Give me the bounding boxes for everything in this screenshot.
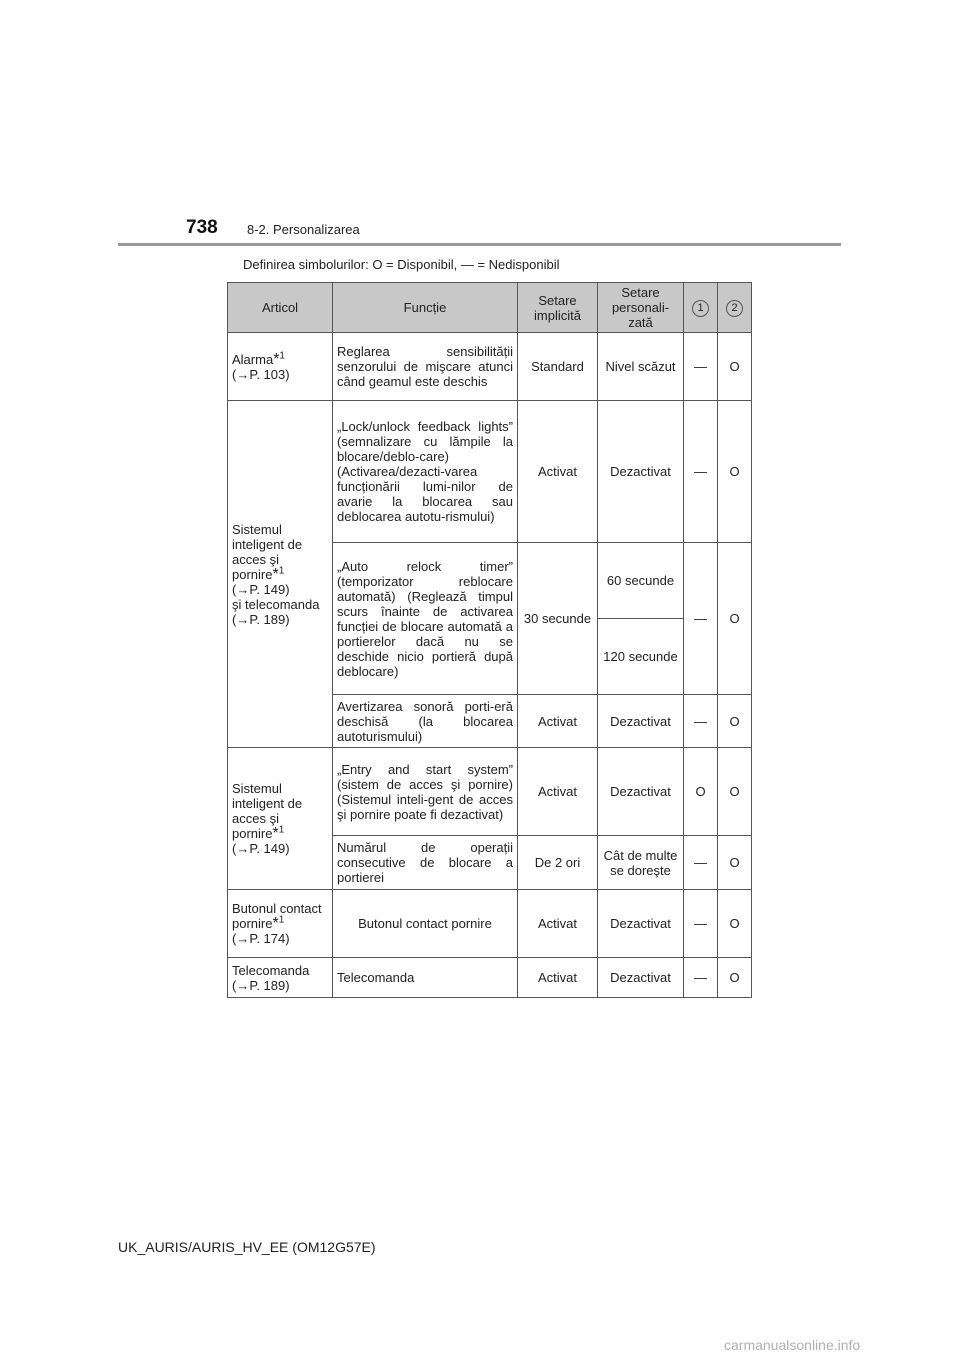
default-cell: Activat (518, 890, 598, 958)
table-row (228, 748, 752, 836)
asterisk: * (272, 915, 279, 932)
header-col2 (718, 283, 752, 333)
page-ref: (→P. 103) (232, 366, 290, 382)
page-ref: (→P. 149) (232, 581, 290, 597)
item-name: Sistemul inteligent de acces şi pornire (232, 521, 303, 582)
table-row (228, 333, 752, 401)
footnote: 1 (278, 824, 285, 836)
header-function: Funcție (333, 283, 518, 333)
function-cell: Reglarea sensibilității senzorului de mişcare atunci când geamul este deschis (333, 333, 518, 401)
col2-cell: O (718, 401, 752, 543)
col2-cell: O (718, 836, 752, 890)
item-cell (228, 401, 333, 748)
header-col1 (684, 283, 718, 333)
custom-cell: Dezactivat (598, 958, 684, 998)
footnote: 1 (278, 565, 285, 577)
col1-cell: — (684, 958, 718, 998)
custom-cell: 120 secunde (598, 619, 684, 695)
table-row (228, 958, 752, 998)
item-name: Alarma (232, 351, 274, 367)
item-cell (228, 333, 333, 401)
col1-cell: O (684, 748, 718, 836)
item-cell (228, 890, 333, 958)
item-name: Butonul contact pornire (232, 901, 322, 931)
default-cell: Activat (518, 748, 598, 836)
item-name: Telecomanda (232, 962, 310, 978)
item-cell (228, 748, 333, 890)
symbol-legend: Definirea simbolurilor: O = Disponibil, — = Nedisponibil (243, 257, 560, 272)
default-cell: Activat (518, 695, 598, 748)
custom-cell: 60 secunde (598, 543, 684, 619)
default-cell: De 2 ori (518, 836, 598, 890)
col1-cell: — (684, 543, 718, 695)
page-ref: (→P. 149) (232, 841, 290, 856)
customization-table (227, 282, 752, 998)
header-item: Articol (228, 283, 333, 333)
page-number: 738 (186, 217, 218, 238)
col1-cell: — (684, 333, 718, 401)
function-cell: Numărul de operații consecutive de blocare a portierei (333, 836, 518, 890)
page-ref: (→P. 189) (232, 977, 290, 993)
col1-cell: — (684, 401, 718, 543)
header-divider (118, 243, 841, 246)
col2-cell: O (718, 748, 752, 836)
footnote: 1 (279, 350, 285, 362)
footnote: 1 (278, 914, 285, 926)
page-ref: (→P. 189) (232, 611, 290, 627)
asterisk: * (272, 825, 279, 842)
document-footer: UK_AURIS/AURIS_HV_EE (OM12G57E) (118, 1239, 376, 1255)
watermark: carmanualsonline.info (724, 1337, 861, 1353)
circled-number-2: 2 (726, 300, 743, 317)
custom-cell: Dezactivat (598, 401, 684, 543)
header-default: Setare implicită (518, 283, 598, 333)
default-cell: Activat (518, 401, 598, 543)
item-name: şi telecomanda (232, 596, 320, 612)
custom-cell: Dezactivat (598, 748, 684, 836)
col2-cell: O (718, 958, 752, 998)
asterisk: * (273, 350, 280, 368)
default-cell: Standard (518, 333, 598, 401)
section-title: 8-2. Personalizarea (247, 222, 360, 237)
function-cell: Telecomanda (333, 958, 518, 998)
function-cell: Avertizarea sonoră porti-eră deschisă (la blocarea autoturismului) (333, 695, 518, 748)
header-custom: Setare personali-zată (598, 283, 684, 333)
function-cell: „Lock/unlock feedback lights” (semnalizare cu lămpile la blocare/deblo-care) (Activarea/dezacti-varea funcționării lumi-nilor de avarie la blocarea sau deblocarea autotu-rismului) (333, 401, 518, 543)
col1-cell: — (684, 695, 718, 748)
circled-number-1: 1 (692, 300, 709, 317)
custom-cell: Nivel scăzut (598, 333, 684, 401)
function-cell: „Entry and start system” (sistem de acces şi pornire) (Sistemul inteli-gent de acces şi pornire poate fi dezactivat) (333, 748, 518, 836)
col1-cell: — (684, 890, 718, 958)
table-row (228, 890, 752, 958)
custom-cell: Dezactivat (598, 695, 684, 748)
page-ref: (→P. 174) (232, 931, 290, 946)
custom-cell: Dezactivat (598, 890, 684, 958)
col1-cell: — (684, 836, 718, 890)
table-row (228, 401, 752, 543)
col2-cell: O (718, 543, 752, 695)
col2-cell: O (718, 695, 752, 748)
item-name: Sistemul inteligent de acces şi pornire (232, 781, 303, 841)
custom-cell: Cât de multe se doreşte (598, 836, 684, 890)
col2-cell: O (718, 333, 752, 401)
default-cell: 30 secunde (518, 543, 598, 695)
item-cell (228, 958, 333, 998)
function-cell: Butonul contact pornire (333, 890, 518, 958)
asterisk: * (272, 565, 279, 583)
default-cell: Activat (518, 958, 598, 998)
col2-cell: O (718, 890, 752, 958)
function-cell: „Auto relock timer” (temporizator reblocare automată) (Reglează timpul scurs înainte de activarea funcției de blocare automată a portierelor dacă nu se deschide nicio portieră după deblocare) (333, 543, 518, 695)
table-header-row (228, 283, 752, 333)
